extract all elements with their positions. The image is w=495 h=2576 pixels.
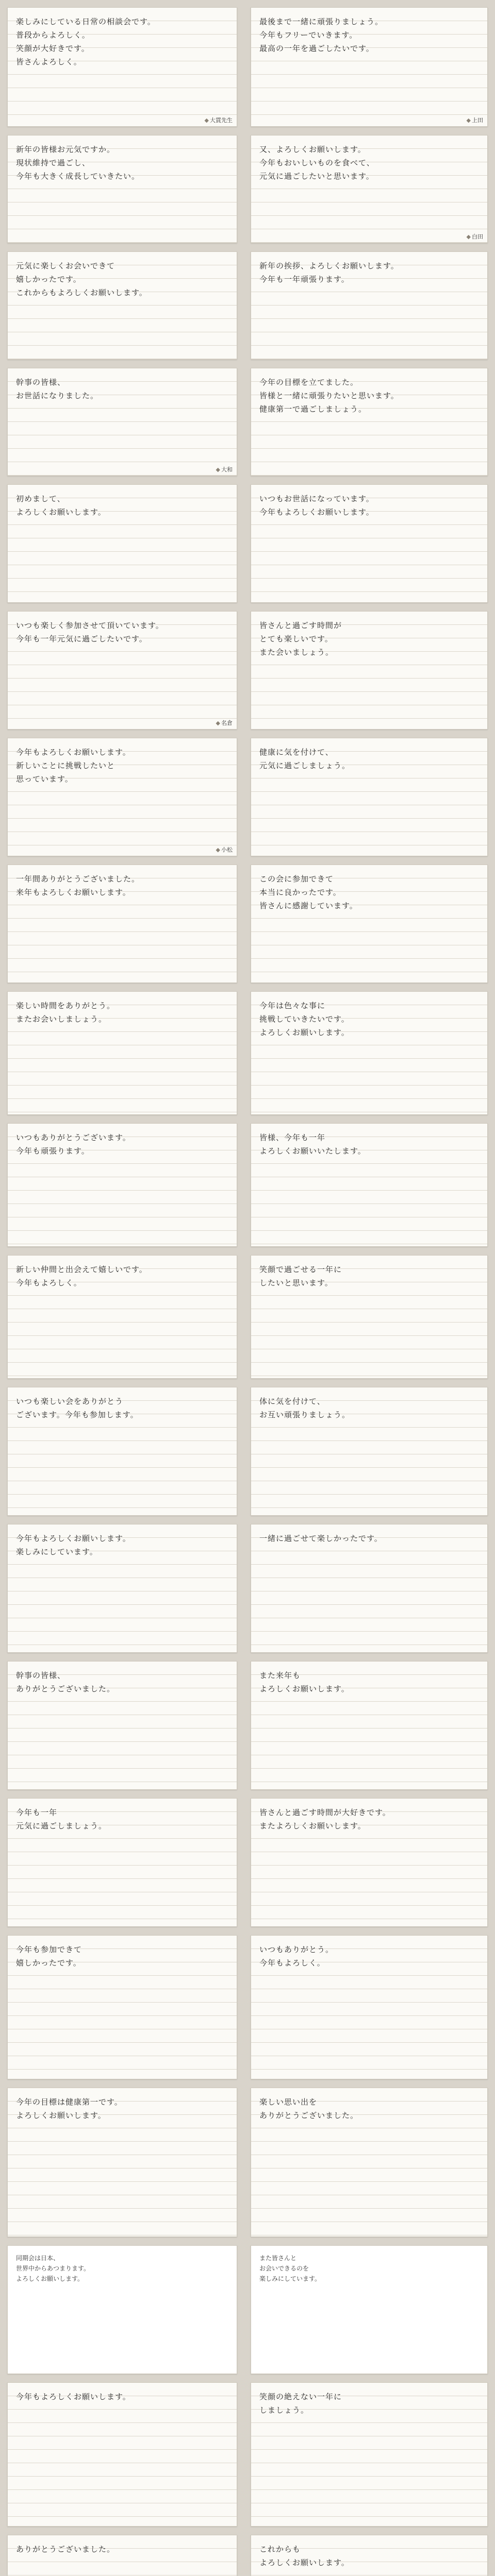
message-card-c38 — [251, 2382, 488, 2527]
message-card-c27 — [7, 1661, 237, 1790]
card-message: 健康に気を付けて、 元気に過ごしましょう。 — [259, 748, 351, 770]
message-card-c17 — [7, 991, 237, 1115]
message-card-c37 — [7, 2382, 237, 2527]
card-message: 今年もよろしくお願いします。 楽しみにしています。 — [16, 1534, 131, 1556]
signature-text: 名倉 — [221, 720, 233, 726]
card-message: いつも楽しい会をありがとう ございます。今年も参加します。 — [16, 1397, 139, 1419]
signature-text: 小松 — [221, 846, 233, 853]
signature-mark-icon: ◆ — [466, 233, 471, 240]
card-message: 一緒に過ごせて楽しかったです。 — [259, 1534, 383, 1543]
card-message: 今年も参加できて 嬉しかったです。 — [16, 1945, 82, 1968]
message-card-c11 — [7, 611, 237, 730]
message-card-c40 — [251, 2535, 488, 2576]
message-card-c8 — [251, 368, 488, 476]
message-card-c19 — [7, 1123, 237, 1247]
message-card-c5 — [7, 251, 237, 360]
card-message: 幹事の皆様、 ありがとうございました。 — [16, 1671, 116, 1693]
card-message: 笑顔の絶えない一年に しましょう。 — [259, 2392, 342, 2415]
card-signature — [216, 719, 233, 727]
signature-mark-icon: ◆ — [216, 720, 220, 726]
card-message: 体に気を付けて、 お互い頑張りましょう。 — [259, 1397, 351, 1419]
card-message: 新年の皆様お元気ですか。 現状維持で過ごし、 今年も大きく成長していきたい。 — [16, 145, 140, 181]
card-message: 楽しい時間をありがとう。 またお会いしましょう。 — [16, 1001, 116, 1024]
message-card-c12 — [251, 611, 488, 730]
message-card-c33 — [7, 2088, 237, 2237]
message-card-c18 — [251, 991, 488, 1115]
message-card-c24 — [251, 1387, 488, 1516]
card-message: 皆様、今年も一年 よろしくお願いいたします。 — [259, 1133, 366, 1156]
signature-text: 大貫先生 — [210, 117, 233, 124]
card-message: いつもお世話になっています。 今年もよろしくお願いします。 — [259, 494, 374, 517]
message-card-c28 — [251, 1661, 488, 1790]
message-card-c31 — [7, 1935, 237, 2079]
card-message: 今年は色々な事に 挑戦していきたいです。 よろしくお願いします。 — [259, 1001, 350, 1037]
card-message: また来年も よろしくお願いします。 — [259, 1671, 350, 1693]
card-message: 最後まで一緒に頑張りましょう。 今年もフリーでいきます。 最高の一年を過ごしたいです。 — [259, 17, 384, 53]
card-message: 今年もよろしくお願いします。 新しいことに挑戦したいと 思っています。 — [16, 748, 131, 784]
signature-mark-icon: ◆ — [204, 117, 209, 124]
message-card-c39 — [7, 2535, 237, 2576]
card-message: いつも楽しく参加させて頂いています。 今年も一年元気に過ごしたいです。 — [16, 621, 164, 643]
card-message: 笑顔で過ごせる一年に したいと思います。 — [259, 1265, 342, 1287]
card-message: 新年の挨拶、よろしくお願いします。 今年も一年頑張ります。 — [259, 261, 399, 284]
message-card-c4 — [251, 135, 488, 243]
message-card-c14 — [251, 738, 488, 856]
message-card-c26 — [251, 1524, 488, 1653]
card-signature — [216, 465, 233, 473]
card-message: 一年間ありがとうございました。 来年もよろしくお願いします。 — [16, 874, 140, 897]
card-message: これからも よろしくお願いします。 — [259, 2545, 350, 2567]
card-message: 今年もよろしくお願いします。 — [16, 2392, 131, 2401]
message-card-c2 — [251, 7, 488, 127]
message-card-c6 — [251, 251, 488, 360]
card-message: 皆さんと過ごす時間が とても楽しいです。 また会いましょう。 — [259, 621, 342, 657]
signature-text: 上田 — [472, 117, 483, 124]
card-message: 楽しみにしている日常の相談会です。 普段からよろしく。 笑顔が大好きです。 皆さんよろしく。 — [16, 17, 156, 66]
message-card-c22 — [251, 1255, 488, 1379]
card-message: 幹事の皆様、 お世話になりました。 — [16, 378, 99, 400]
message-card-c36 — [251, 2245, 488, 2374]
card-message: 今年の目標は健康第一です。 よろしくお願いします。 — [16, 2097, 123, 2120]
card-message: いつもありがとう。 今年もよろしく。 — [259, 1945, 334, 1968]
message-card-c9 — [7, 484, 237, 603]
card-signature — [467, 116, 483, 124]
message-card-c10 — [251, 484, 488, 603]
card-message: 同期会は日本、 世界中からあつまります。 よろしくお願いします。 — [16, 2255, 90, 2282]
message-card-c20 — [251, 1123, 488, 1247]
message-card-c16 — [251, 865, 488, 983]
signature-mark-icon: ◆ — [466, 117, 471, 124]
message-card-c35 — [7, 2245, 237, 2374]
message-card-c32 — [251, 1935, 488, 2079]
card-message: 今年も一年 元気に過ごしましょう。 — [16, 1808, 107, 1831]
message-card-c34 — [251, 2088, 488, 2237]
signature-mark-icon: ◆ — [216, 466, 220, 473]
card-message: 元気に楽しくお会いできて 嬉しかったです。 これからもよろしくお願いします。 — [16, 261, 147, 297]
signature-text: 白田 — [472, 233, 483, 240]
card-message: 又、よろしくお願いします。 今年もおいしいものを食べて、 元気に過ごしたいと思います。 — [259, 145, 375, 181]
card-message: 今年の目標を立てました。 皆様と一緒に頑張りたいと思います。 健康第一で過ごしましょう。 — [259, 378, 399, 414]
message-card-c3 — [7, 135, 237, 243]
card-signature — [205, 116, 233, 124]
signature-mark-icon: ◆ — [216, 846, 220, 853]
message-card-c15 — [7, 865, 237, 983]
card-message: 初めまして、 よろしくお願いします。 — [16, 494, 106, 517]
message-card-c29 — [7, 1798, 237, 1927]
message-card-c25 — [7, 1524, 237, 1653]
message-card-c1 — [7, 7, 237, 127]
message-card-c23 — [7, 1387, 237, 1516]
card-message: また皆さんと お会いできるのを 楽しみにしています。 — [259, 2255, 321, 2282]
message-card-c21 — [7, 1255, 237, 1379]
card-message: いつもありがとうございます。 今年も頑張ります。 — [16, 1133, 131, 1156]
card-message: 新しい仲間と出会えて嬉しいです。 今年もよろしく。 — [16, 1265, 147, 1287]
card-message: ありがとうございました。 — [16, 2545, 116, 2554]
card-message: この会に参加できて 本当に良かったです。 皆さんに感謝しています。 — [259, 874, 358, 910]
message-card-c13 — [7, 738, 237, 856]
card-signature — [467, 232, 483, 241]
card-message: 皆さんと過ごす時間が大好きです。 またよろしくお願いします。 — [259, 1808, 391, 1831]
card-signature — [216, 845, 233, 854]
message-card-c7 — [7, 368, 237, 476]
message-card-c30 — [251, 1798, 488, 1927]
signature-text: 大和 — [221, 466, 233, 473]
card-message: 楽しい思い出を ありがとうございました。 — [259, 2097, 359, 2120]
